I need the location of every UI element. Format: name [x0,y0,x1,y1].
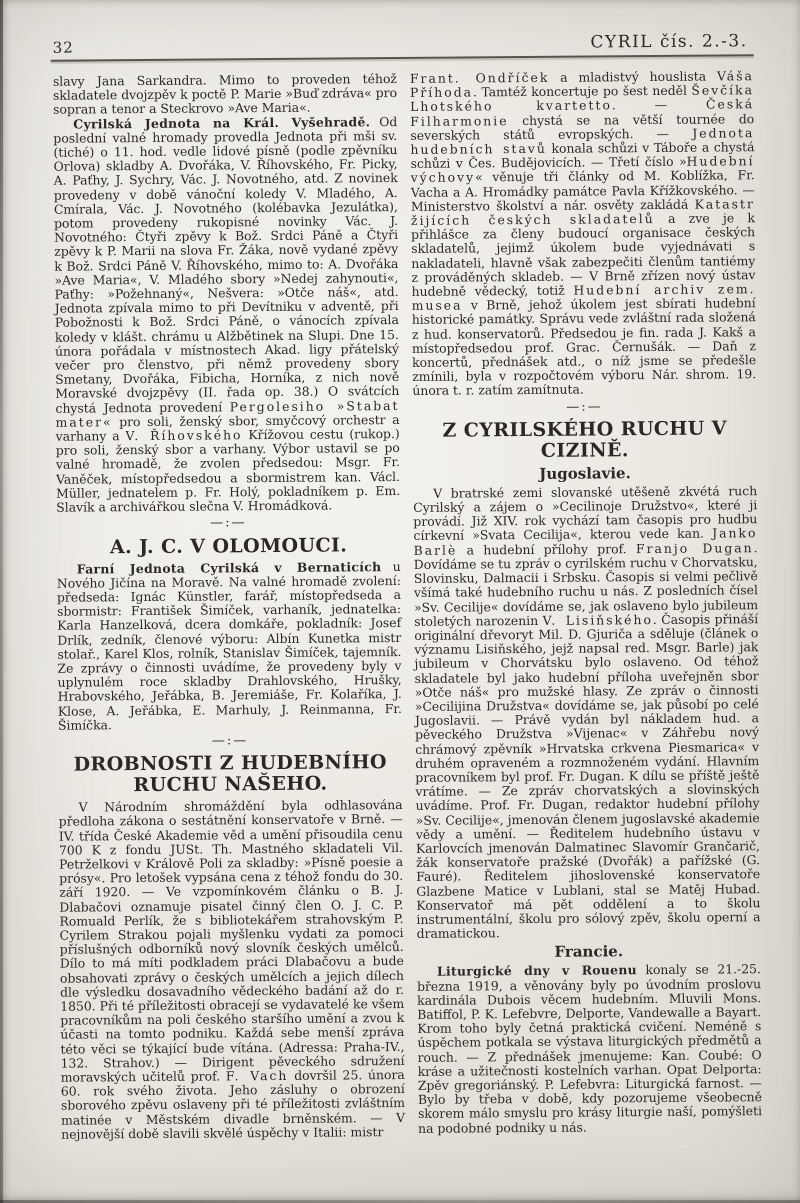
text-segment: Jednota hudebních stavů [410,125,755,157]
paragraph-francie [417,963,762,1136]
text-segment: . Časopis přináší originální dřevoryt Mil. D. Gjuriča a sděluje (článek o významu Lisiňského, jejž napsal red. Msgr. Barle) jak jubileum v Chorvátsku bylo oslaveno. Od téhož skladatele byl jako hudební příloha uveřejněn sbor »Otče náš« pro mužské hlasy. Ze zpráv o činnosti »Cecilijina Družstva« dovídáme se, jak působí po celé Jugoslavii. — Právě vydán byl nákladem hud. a pěveckého Družstva »Vijenac« v Záhřebu nový chrámový zpěvník »Hrvatska crkvena Piesmarica« v druhém opraveném a rozmnoženém vydání. Hlavním pracovníkem byl prof. Fr. Dugan. K dílu se příště ještě vrátíme. — Ze zpráv chorvatských a slovinských uvádíme. Prof. Fr. Dugan, redaktor hudební přílohy »Sv. Cecilije«, jmenován členem jugoslavské akademie vědy a umění. — Ředitelem hudebního ústavu v Karlovcích jmenován Dalmatinec Slavomír Grančarič, žák konservatoře pražské (Dvořák) a pařížské (G. Fauré). Ředitelem jihoslovenské konservatoře Glazbene Matice v Lublani, stal se Matěj Hubad. Konservatoř má pět oddělení a to školu instrumentální, školu pro sólový zpěv, školu operní a dramatickou. [414,610,761,942]
text-segment: Franjo Dugan [635,539,754,556]
text-segment: Farní Jednota Cyrilská v Bernaticích [76,558,382,577]
text-segment: Liturgické dny v Rouenu [436,962,638,980]
section-separator: —:— [210,515,247,531]
text-segment: V. Říhovského [125,427,243,444]
right-column [410,69,762,1139]
text-segment: . — [611,96,707,113]
text-segment: pro soli, ženský sbor, smyčcový orchestr a varhany a [55,411,400,444]
text-segment: Ševčíka Lhotského kvartetto [410,82,755,115]
text-segment: slavy Jana Sarkandra. Mimo to proveden téhož skladatele dvojzpěv k poctě P. Marie »Buď zdráva« pro sopran a tenor a Steckrovo »Ave Maria«. [52,71,398,118]
text-segment: « věnuje tři články od M. Koblížka, Fr. Vacha a A. Hromádky památce Pavla Křížkovského. — Ministerstvo školství a nár. osvěty zakládá [410,167,755,214]
journal-masthead: CYRIL čís. 2.-3. [590,31,748,53]
text-segment: konala schůzi v Táboře a chystá schůzi v Čes. Budějovicích. — Třetí číslo » [410,139,755,172]
paragraph-jugoslavie [413,484,761,941]
text-segment: Frant. Ondříček [409,69,550,86]
text-segment: Česká Filharmonie [410,96,755,129]
text-segment: Hudební výchovy [410,153,755,186]
text-segment: Pergolesiho »Stabat mater« [55,397,400,430]
text-segment: Cyrilská Jednota na Král. Vyšehradě. [73,113,371,132]
text-segment: Hudební archiv zem. musea [411,281,756,314]
text-segment: chystá se na větší tournée do severských států evropských. — [410,110,755,143]
text-segment: v Brně, jehož úkolem jest sbírati hudební historické památky. Správu vede zvláštní rada složená z hud. konservatorů. Předsedou je fin. rada J. Kakš a místopředsedou prof. Grac. Černušák. — Daň z koncertů, přednášek atd., o níž jsme se předešle zmínili, byla v rozpočtovém výboru Nár. shrom. 19. února t. r. zatím zamítnuta. [411,295,757,399]
paragraph-bernatice [57,559,402,732]
text-segment: dovršil 25. února 60. rok svého života. Jeho zásluhy o obrození sborového zpěvu oslaveny při té příležitosti zvláštním matinée v Městském divadle brněnském. — V nejnovější době slavili skvělé úspěchy v Italii: mistr [60,1066,406,1142]
subheading-jugoslavie: Jugoslavie. [539,464,631,483]
subheading-francie: Francie. [554,942,624,962]
text-segment: . Dovídáme se tu zpráv o cyrilském ruchu v Chorvatsku, Slovinsku, Dalmacii i Srbsku. Časopis si velmi pečlivě všímá také hudebního ruchu u nás. Z posledních čísel »Sv. Cecilije« dovídáme se, jak oslaveno bylo jubileum stoletých narozenin [413,539,759,629]
section-separator: —:— [566,399,603,415]
section-separator: —:— [211,733,249,749]
paragraph-drobnosti [59,798,406,1142]
text-segment: Od poslední valné hromady provedla Jednota při mši sv. (tiché) o 11. hod. vedle lidové písně (podle zpěvníku Orlova) skladby A. Dvořáka, V. Říhovského, Fr. Picky, A. Paťhy, J. Sychry, Vác. J. Novotného, atd. Z novinek provedeny v době vánoční koledy V. Mladého, A. Cmírala, Vác. J. Novotného (kolébavka Jezulátka), potom provedeny rukopisné novinky Vác. J. Novotného: Čtyři zpěvy k Bož. Srdci Páně a Čtyři zpěvy k P. Marii na slova Fr. Žáka, nově vydané zpěvy k Bož. Srdci Páně V. Říhovského, mimo to: A. Dvořáka »Ave Maria«, V. Mladého sbory »Nedej zahynouti«, Paťhy: »Požehnaný«, Nešvera: »Otče náš«, atd. Jednota zpívala mimo to při Devítniku v adventě, při Pobožnosti k Bož. Srdci Páně, o vánocích zpívala koledy v klášt. chrámu u Alžbětinek na Slupi. Dne 15. února pořádala v místnostech Akad. ligy přátelský večer pro členstvo, při němž provedeny sbory Smetany, Dvořáka, Fibicha, Horníka, z nich nově Moravské dvojzpěvy (II. řada op. 38.) O svátcích chystá Jednota provedení [53,113,400,416]
text-segment: Janko Barlè [413,525,758,558]
text-segment: u Nového Jičína na Moravě. Na valné hromadě zvolení: předseda: Ignác Künstler, farář, místopředseda a sbormistr: František Šimíček, varhaník, jednatelka: Karla Hanzelková, dcera domkáře, pokladník: Josef Drlík, zedník, členové výboru: Albín Kunetka mistr stolař., Karel Klos, rolník, Stanislav Šimíček, tajemník. Ze zprávy o činnosti uvádíme, že provedeny byly v uplynulém roce skladby Drahlovského, Hrušky, Hrabovského, Jeřábka, B. Jeremiáše, Fr. Kolaříka, J. Klose, A. Jeřábka, E. Marhuly, J. Reinmanna, Fr. Šimíčka. [56,558,402,733]
text-segment: . Tamtéž koncertuje po šest neděl [472,82,692,100]
text-segment: Katastr žijících českých skladatelů [410,196,755,228]
paragraph-continuation [53,72,397,117]
text-segment: V bratrské zemi slovanské utěšeně zkvétá ruch Cyrilský a zájem o »Cecilinoje Družstvo«, které ji provádí. Již XIV. rok vychází tam časopis pro hudbu církevní »Svata Cecilija«, kterou vede kan. [413,483,758,544]
text-segment: Váša Příhoda [409,68,754,101]
text-segment: a zve je k přihlášce za členy budoucí organisace českých skladatelů, jejimž úkolem bude vyjednávati s nakladateli, hlavně však zabezpečiti členům tantiémy z prováděných skladeb. — V Brně zřízen nový ústav hudebně vědecký, totiž [411,210,756,299]
text-segment: a mladistvý houslista [549,68,718,85]
text-segment: F. Vach [225,1067,289,1084]
paragraph-vysehrad [53,115,400,515]
paragraph-drobnosti-continued [410,69,757,398]
text-segment: V. Lisiňského [542,611,653,628]
section-heading-drobnosti: DROBNOSTI Z HUDEBNÍHO RUCHU NAŠEHO. [73,751,388,797]
page-number: 32 [52,38,74,57]
two-column-text [0,56,800,1142]
page-header [0,0,796,57]
text-segment: Křížovou cestu (rukop.) pro soli, ženský sbor a varhany. Výbor ustavil se po valné hromadě, že zvolen předsedou: Msgr. Fr. Vaněček, místopředsedou a sbormistrem kan. Václ. Müller, jednatelem p. Fr. Holý, pokladníkem p. Em. Slavík a archivářkou slečna V. Hromádková. [55,426,401,515]
section-heading-cizina: Z CYRILSKÉHO RUCHU V CIZINĚ. [442,417,727,462]
text-segment: a hudební přílohy prof. [457,540,636,558]
section-heading-olomouc: A. J. C. V OLOMOUCI. [109,533,348,558]
text-segment: V Národním shromáždění byla odhlasována předloha zákona o sestátnění konservatoře v Brně. — IV. třída České Akademie věd a umění přisoudila cenu 700 K z fondu JUSt. Th. Mastného skladateli Vil. Petrželkovi v Králově Poli za skladby: »Písně poesie a prósy«. Pro letošek vypsána cena z téhož fondu do 30. září 1920. — Ve vzpomínkovém článku o B. J. Dlabačovi oznamuje pisatel činný člen O. J. C. P. Romuald Perlík, že s bibliotekářem strahovským P. Cyrilem Strakou pojali myšlenku vydati za pomoci příslušných odborníků nový slovník českých umělců. Dílo to má míti podkladem práci Dlabačovu a bude obsahovati zprávy o českých umělcích a jejich dílech dle výsledku dosavadního vědeckého badání až do r. 1850. Při té příležitosti obracejí se vydavatelé ke všem pracovníkům na poli českého staršího umění a zvou k účasti na tomto podniku. Každá sebe menší zpráva této věci se týkající bude vítána. (Adressa: Praha-IV., 132. Strahov.) — Dirigent pěveckého sdružení moravských učitelů prof. [58,797,405,1085]
text-segment: konaly se 21.-25. března 1919, a věnovány byly po úvodním proslovu kardinála Dubois věcem hudebním. Mluvili Mons. Batiffol, P. K. Lefebvre, Delporte, Vandewalle a Bayart. Krom toho byly četná praktická cvičení. Neméně s úspěchem potkala se výstava liturgických předmětů a rouch. — Z přednášek jmenujeme: Kan. Coubé: O kráse a užitečnosti kostelních varhan. Opat Delporta: Zpěv gregoriánský. P. Lefebvra: Liturgická farnost. — Bylo by třeba v době, kdy pozorujeme všeobecně skorem málo smyslu pro krásy liturgie naší, pomýšleti na podobné podniky u nás. [416,961,763,1136]
left-column [53,72,405,1142]
